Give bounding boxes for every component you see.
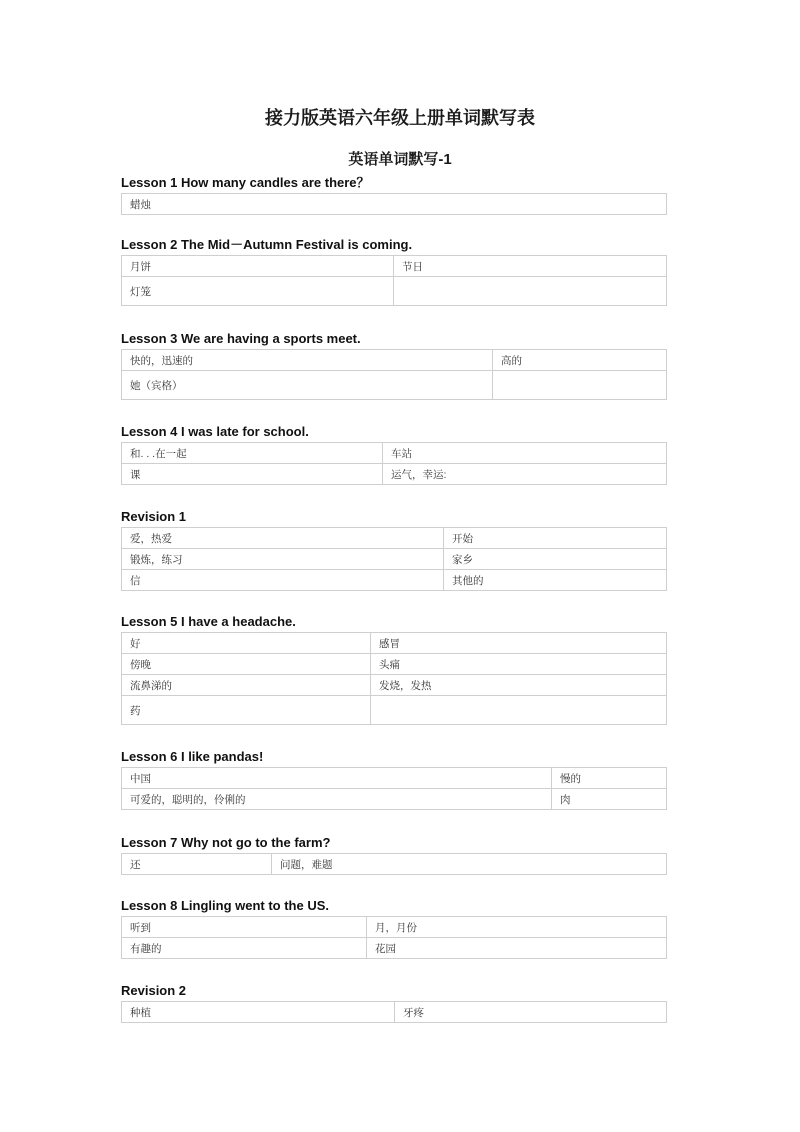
table-cell: 中国 bbox=[122, 768, 552, 789]
table-cell: 蜡烛 bbox=[122, 194, 667, 215]
table-row bbox=[122, 256, 667, 277]
word-table bbox=[121, 442, 667, 485]
table-row bbox=[122, 696, 667, 725]
section-heading: Revision 2 bbox=[121, 983, 187, 998]
table-cell: 听到 bbox=[122, 917, 367, 938]
table-cell: 慢的 bbox=[552, 768, 667, 789]
revision-2-section bbox=[121, 981, 667, 1023]
table-cell: 肉 bbox=[552, 789, 667, 810]
table-cell: 月饼 bbox=[122, 256, 394, 277]
table-row bbox=[122, 443, 667, 464]
table-row bbox=[122, 789, 667, 810]
table-cell: 发烧，发热 bbox=[371, 675, 667, 696]
table-row bbox=[122, 277, 667, 306]
table-cell: 牙疼 bbox=[395, 1002, 667, 1023]
table-row bbox=[122, 194, 667, 215]
table-row bbox=[122, 570, 667, 591]
table-cell: 花园 bbox=[367, 938, 667, 959]
table-cell: 头痛 bbox=[371, 654, 667, 675]
section-heading: Lesson 8 Lingling went to the US. bbox=[121, 898, 330, 913]
table-cell: 她（宾格） bbox=[122, 371, 493, 400]
table-cell: 高的 bbox=[493, 350, 667, 371]
word-table bbox=[121, 767, 667, 810]
lesson-2-section bbox=[121, 235, 667, 306]
table-row bbox=[122, 350, 667, 371]
table-cell: 快的，迅速的 bbox=[122, 350, 493, 371]
table-cell: 好 bbox=[122, 633, 371, 654]
table-row bbox=[122, 654, 667, 675]
table-cell: 有趣的 bbox=[122, 938, 367, 959]
table-cell: 傍晚 bbox=[122, 654, 371, 675]
table-row bbox=[122, 938, 667, 959]
document-title: 接力版英语六年级上册单词默写表 bbox=[265, 108, 535, 128]
section-heading: Lesson 4 I was late for school. bbox=[121, 424, 309, 439]
table-cell: 车站 bbox=[383, 443, 667, 464]
table-cell: 可爱的，聪明的，伶俐的 bbox=[122, 789, 552, 810]
table-cell: 开始 bbox=[444, 528, 667, 549]
document-subtitle: 英语单词默写-1 bbox=[348, 151, 452, 168]
lesson-1-section bbox=[121, 173, 667, 215]
word-table bbox=[121, 853, 667, 875]
word-table bbox=[121, 632, 667, 725]
lesson-4-section bbox=[121, 422, 667, 485]
table-cell: 问题，难题 bbox=[272, 854, 667, 875]
revision-1-section bbox=[121, 507, 667, 591]
table-cell: 感冒 bbox=[371, 633, 667, 654]
table-cell: 和. . .在一起 bbox=[122, 443, 383, 464]
section-heading: Lesson 6 I like pandas! bbox=[121, 749, 264, 764]
word-table bbox=[121, 193, 667, 215]
lesson-6-section bbox=[121, 747, 667, 810]
table-cell: 节日 bbox=[394, 256, 667, 277]
table-row bbox=[122, 464, 667, 485]
table-row bbox=[122, 1002, 667, 1023]
word-table bbox=[121, 1001, 667, 1023]
table-cell: 灯笼 bbox=[122, 277, 394, 306]
table-row bbox=[122, 528, 667, 549]
table-cell: 月，月份 bbox=[367, 917, 667, 938]
table-cell: 爱，热爱 bbox=[122, 528, 444, 549]
table-row bbox=[122, 675, 667, 696]
word-table bbox=[121, 349, 667, 400]
table-cell bbox=[371, 696, 667, 725]
word-table bbox=[121, 527, 667, 591]
word-table bbox=[121, 916, 667, 959]
table-cell: 其他的 bbox=[444, 570, 667, 591]
table-row bbox=[122, 917, 667, 938]
lesson-5-section bbox=[121, 612, 667, 725]
section-heading: Lesson 7 Why not go to the farm? bbox=[121, 835, 331, 850]
table-cell bbox=[493, 371, 667, 400]
section-heading: Lesson 3 We are having a sports meet. bbox=[121, 331, 361, 346]
table-cell bbox=[394, 277, 667, 306]
table-row bbox=[122, 854, 667, 875]
table-cell: 还 bbox=[122, 854, 272, 875]
table-cell: 种植 bbox=[122, 1002, 395, 1023]
table-row bbox=[122, 768, 667, 789]
table-row bbox=[122, 371, 667, 400]
section-heading: Revision 1 bbox=[121, 509, 187, 524]
table-cell: 药 bbox=[122, 696, 371, 725]
table-row bbox=[122, 549, 667, 570]
table-cell: 运气，幸运: bbox=[383, 464, 667, 485]
section-heading: Lesson 5 I have a headache. bbox=[121, 614, 296, 629]
section-heading: Lesson 1 How many candles are there？ bbox=[121, 175, 370, 190]
table-cell: 家乡 bbox=[444, 549, 667, 570]
word-table bbox=[121, 255, 667, 306]
table-cell: 课 bbox=[122, 464, 383, 485]
lesson-7-section bbox=[121, 833, 667, 875]
lesson-3-section bbox=[121, 329, 667, 400]
table-cell: 锻炼，练习 bbox=[122, 549, 444, 570]
lesson-8-section bbox=[121, 896, 667, 959]
table-cell: 信 bbox=[122, 570, 444, 591]
table-cell: 流鼻涕的 bbox=[122, 675, 371, 696]
section-heading: Lesson 2 The Mid－Autumn Festival is coming. bbox=[121, 237, 413, 252]
table-row bbox=[122, 633, 667, 654]
